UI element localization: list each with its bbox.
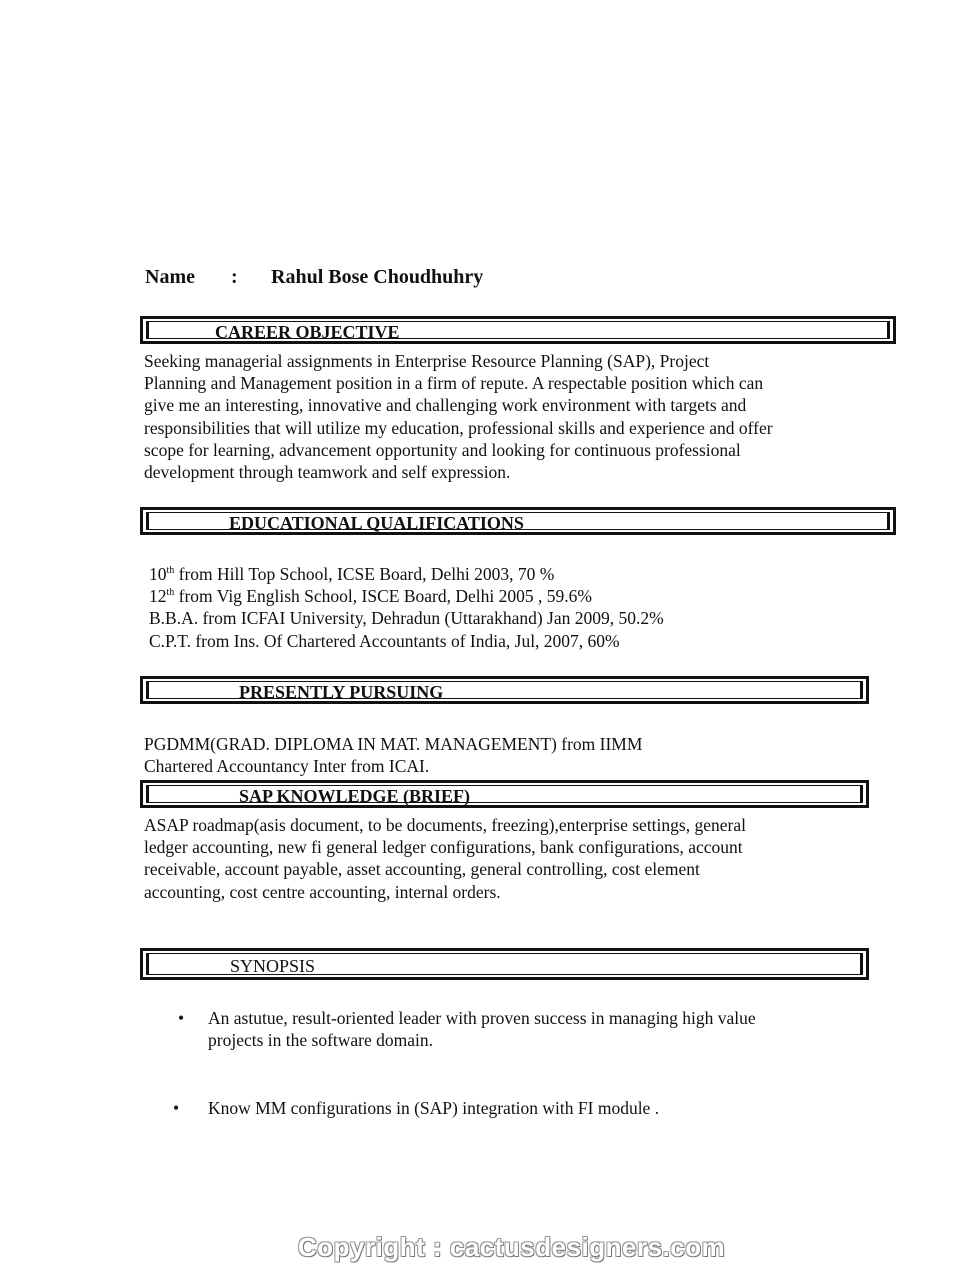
sap-knowledge-header [140,780,869,808]
bullet-icon: • [178,1008,185,1028]
education-item: 10th from Hill Top School, ICSE Board, Delhi 2003, 70 % [149,564,555,584]
synopsis-bullet [173,1097,660,1119]
bullet-icon: • [173,1098,180,1118]
text-line: Know MM configurations in (SAP) integration with FI module . [208,1098,660,1118]
pursuing-text [144,733,642,777]
section-title: CAREER OBJECTIVE [215,322,400,342]
education-item: C.P.T. from Ins. Of Chartered Accountants of India, Jul, 2007, 60% [149,630,620,651]
name-label: Name [145,266,195,288]
text-line: Chartered Accountancy Inter from ICAI. [144,756,430,777]
education-list [149,563,664,652]
text-line: ASAP roadmap(asis document, to be documents, freezing),enterprise settings, general [144,815,746,835]
section-title: SAP KNOWLEDGE (BRIEF) [239,786,471,806]
text-line: projects in the software domain. [208,1030,434,1051]
text-line: development through teamwork and self expression. [144,462,511,483]
pursuing-header [140,676,869,704]
text-line: accounting, cost centre accounting, internal orders. [144,881,501,902]
section-title: SYNOPSIS [230,956,316,976]
text-line: give me an interesting, innovative and challenging work environment with targets and [144,395,747,416]
name-row [145,266,483,289]
name-separator: : [231,266,238,288]
section-title: PRESENTLY PURSUING [239,682,444,702]
text-line: receivable, account payable, asset accounting, general controlling, cost element [144,859,700,880]
text-line: PGDMM(GRAD. DIPLOMA IN MAT. MANAGEMENT) from IIMM [144,734,643,754]
education-header [140,507,896,535]
section-title: EDUCATIONAL QUALIFICATIONS [229,513,524,533]
career-objective-header [140,316,896,344]
synopsis-header [140,948,869,980]
sap-knowledge-text [144,814,746,903]
text-line: Planning and Management position in a firm of repute. A respectable position which can [144,373,764,394]
text-line: responsibilities that will utilize my education, professional skills and experience and offer [144,417,773,438]
education-item: 12th from Vig English School, ISCE Board, Delhi 2005 , 59.6% [149,586,592,607]
education-item: B.B.A. from ICFAI University, Dehradun (Uttarakhand) Jan 2009, 50.2% [149,608,664,629]
text-line: scope for learning, advancement opportunity and looking for continuous professional [144,439,741,460]
text-line: ledger accounting, new fi general ledger configurations, bank configurations, account [144,837,743,858]
text-line: Seeking managerial assignments in Enterprise Resource Planning (SAP), Project [144,351,710,371]
copyright-watermark: Copyright : cactusdesigners.com [298,1232,726,1262]
name-value: Rahul Bose Choudhuhry [271,266,484,288]
text-line: An astutue, result-oriented leader with proven success in managing high value [208,1008,756,1028]
career-objective-text [144,350,773,483]
synopsis-bullet [178,1007,756,1051]
